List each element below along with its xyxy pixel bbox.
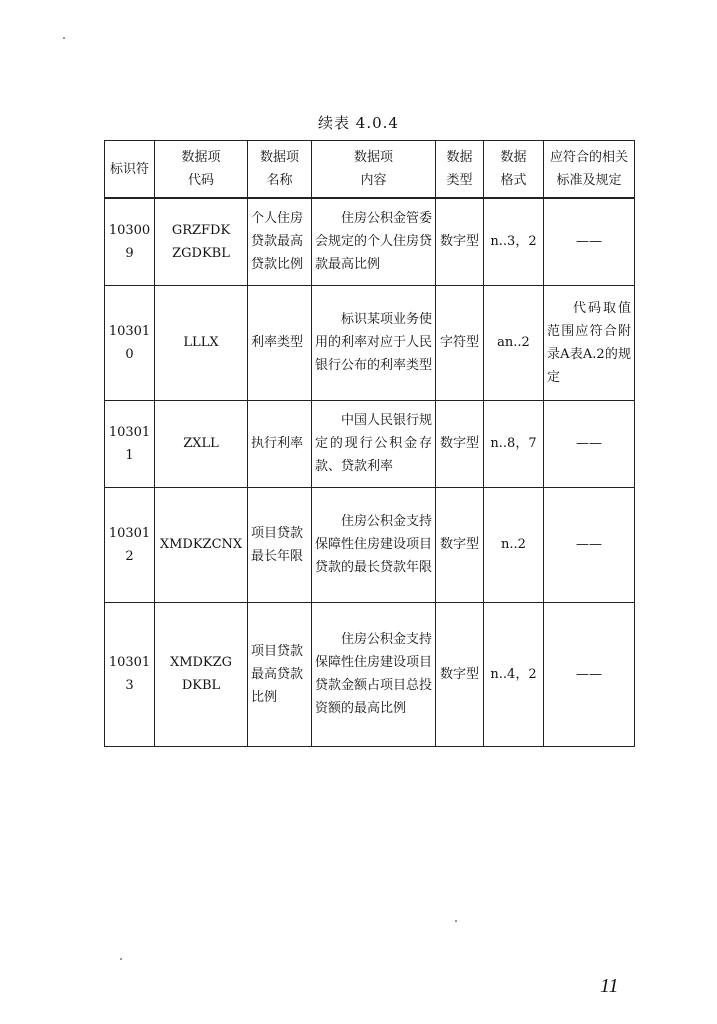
cell-name: 执行利率 — [248, 400, 312, 487]
table-header-row — [105, 141, 635, 199]
table-row — [105, 285, 635, 400]
cell-name: 项目贷款最长年限 — [248, 487, 312, 602]
cell-standard: —— — [544, 400, 635, 487]
cell-code: ZXLL — [155, 400, 248, 487]
cell-content: 标识某项业务使用的利率对应于人民银行公布的利率类型 — [312, 285, 436, 400]
header-id: 标识符 — [105, 141, 155, 199]
cell-code: XMDKZCNX — [155, 487, 248, 602]
cell-format: n..2 — [484, 487, 544, 602]
page-number: 11 — [600, 975, 619, 997]
scan-speck — [455, 920, 457, 922]
cell-content: 住房公积金管委会规定的个人住房贷款最高比例 — [312, 198, 436, 285]
cell-format: n..3，2 — [484, 198, 544, 285]
cell-type: 数字型 — [436, 602, 484, 746]
cell-format: an..2 — [484, 285, 544, 400]
cell-type: 数字型 — [436, 198, 484, 285]
cell-format: n..8，7 — [484, 400, 544, 487]
cell-code: GRZFDK ZGDKBL — [155, 198, 248, 285]
cell-type: 数字型 — [436, 487, 484, 602]
cell-standard: —— — [544, 487, 635, 602]
scan-speck — [63, 37, 65, 39]
cell-id: 103013 — [105, 602, 155, 746]
table-caption: 续表 4.0.4 — [318, 114, 399, 132]
cell-code: XMDKZG DKBL — [155, 602, 248, 746]
table-row — [105, 198, 635, 285]
cell-id: 103010 — [105, 285, 155, 400]
cell-content: 住房公积金支持保障性住房建设项目贷款金额占项目总投资额的最高比例 — [312, 602, 436, 746]
scan-speck — [120, 958, 122, 960]
header-content: 数据项 内容 — [312, 141, 436, 199]
header-type: 数据 类型 — [436, 141, 484, 199]
cell-id: 103012 — [105, 487, 155, 602]
cell-id: 103011 — [105, 400, 155, 487]
data-table — [104, 140, 635, 747]
cell-type: 字符型 — [436, 285, 484, 400]
cell-name: 个人住房贷款最高贷款比例 — [248, 198, 312, 285]
table-row — [105, 400, 635, 487]
cell-format: n..4，2 — [484, 602, 544, 746]
header-standard: 应符合的相关 标准及规定 — [544, 141, 635, 199]
cell-type: 数字型 — [436, 400, 484, 487]
cell-id: 103009 — [105, 198, 155, 285]
cell-name: 项目贷款最高贷款比例 — [248, 602, 312, 746]
header-code: 数据项 代码 — [155, 141, 248, 199]
cell-standard: —— — [544, 198, 635, 285]
cell-code: LLLX — [155, 285, 248, 400]
cell-content: 中国人民银行规定的现行公积金存款、贷款利率 — [312, 400, 436, 487]
table-row — [105, 602, 635, 746]
header-name: 数据项 名称 — [248, 141, 312, 199]
header-format: 数据 格式 — [484, 141, 544, 199]
cell-name: 利率类型 — [248, 285, 312, 400]
table-row — [105, 487, 635, 602]
cell-content: 住房公积金支持保障性住房建设项目贷款的最长贷款年限 — [312, 487, 436, 602]
cell-standard: 代码取值范围应符合附录A表A.2的规定 — [544, 285, 635, 400]
cell-standard: —— — [544, 602, 635, 746]
